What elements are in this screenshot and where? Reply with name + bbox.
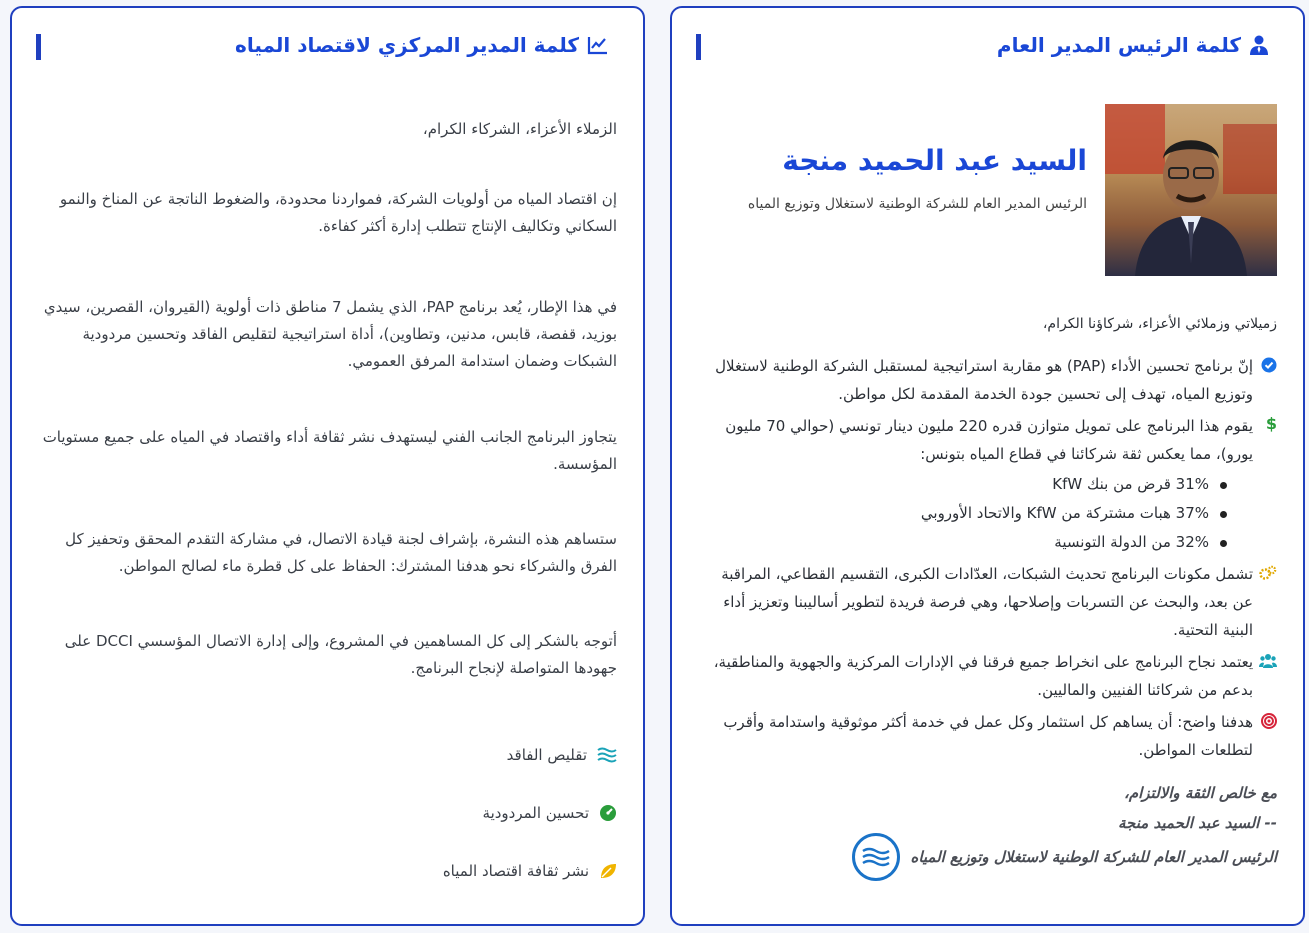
paragraph: أتوجه بالشكر إلى كل المساهمين في المشروع، وإلى إدارة الاتصال المؤسسي DCCI على جهودها المتواصلة لإنجاح البرنامج. bbox=[64, 632, 617, 677]
paragraph: إن اقتصاد المياه من أولويات الشركة، فمواردنا محدودة، والضغوط الناتجة عن المناخ والنمو السكاني وتكاليف الإنتاج تتطلب إدارة أكثر كفاءة. bbox=[59, 190, 617, 235]
profile-header bbox=[698, 104, 1277, 278]
card-title-text: كلمة الرئيس المدير العام bbox=[996, 33, 1241, 57]
feature-label: تقليص الفاقد bbox=[506, 746, 587, 764]
title-accent-bar bbox=[36, 34, 41, 60]
list-item bbox=[698, 708, 1277, 764]
signature-text: الرئيس المدير العام للشركة الوطنية لاستغلال وتوزيع المياه bbox=[910, 848, 1277, 866]
users-icon bbox=[1259, 653, 1277, 669]
card-title-text: كلمة المدير المركزي لاقتصاد المياه bbox=[235, 33, 579, 57]
point-text: هدفنا واضح: أن يساهم كل استثمار وكل عمل في خدمة أكثر موثوقية واستدامة وأقرب لتطلعات المواطن. bbox=[723, 713, 1253, 759]
portrait-illustration bbox=[1105, 104, 1277, 276]
funding-item: 32% من الدولة التونسية bbox=[698, 528, 1229, 556]
list-item bbox=[698, 648, 1277, 704]
feature-label: تحسين المردودية bbox=[482, 804, 589, 822]
paragraph: يتجاوز البرنامج الجانب الفني ليستهدف نشر ثقافة أداء واقتصاد في المياه على جميع مستويات المؤسسة. bbox=[42, 428, 617, 473]
point-text: يعتمد نجاح البرنامج على انخراط جميع فرقنا في الإدارات المركزية والجهوية والمناطقية، بدعم من شركائنا الفنيين والماليين. bbox=[713, 653, 1253, 699]
point-text: إنّ برنامج تحسين الأداء (PAP) هو مقاربة استراتيجية لمستقبل الشركة الوطنية لاستغلال وتوزيع المياه، تهدف إلى تحسين جودة الخدمة المقدمة لكل مواطن. bbox=[715, 357, 1253, 403]
feature-item bbox=[443, 862, 617, 880]
greeting: زميلاتي وزملائي الأعزاء، شركاؤنا الكرام، bbox=[1042, 316, 1277, 332]
list-item bbox=[698, 560, 1277, 644]
title-accent-bar bbox=[696, 34, 701, 60]
leaf-icon bbox=[599, 862, 617, 880]
closing-block bbox=[698, 778, 1277, 838]
card-header bbox=[672, 8, 1303, 90]
sonede-logo-icon bbox=[852, 833, 900, 881]
feature-label: نشر ثقافة اقتصاد المياه bbox=[442, 862, 589, 880]
gauge-icon bbox=[599, 804, 617, 822]
paragraph: ستساهم هذه النشرة، بإشراف لجنة قيادة الاتصال، في مشاركة التقدم المحقق وتحفيز كل الفرق والشركاء نحو هدفنا المشترك: الحفاظ على كل قطرة ماء لصالح المواطن. bbox=[65, 530, 617, 575]
funding-item: 31% قرض من بنك KfW bbox=[698, 470, 1229, 498]
gears-icon bbox=[1259, 565, 1277, 581]
card-title bbox=[235, 33, 609, 57]
ceo-message-card bbox=[670, 6, 1305, 926]
ceo-role: الرئيس المدير العام للشركة الوطنية لاستغلال وتوزيع المياه bbox=[747, 196, 1087, 212]
user-tie-icon bbox=[1249, 35, 1269, 55]
point-text: تشمل مكونات البرنامج تحديث الشبكات، العدّادات الكبرى، التقسيم القطاعي، المراقبة عن بعد، والبحث عن التسربات وإصلاحها، وهي فرصة فريدة لتطوير أساليبنا وتعزيز أداء البنية التحتية. bbox=[721, 565, 1253, 639]
ceo-portrait-photo bbox=[1105, 104, 1277, 276]
ceo-name: السيد عبد الحميد منجة bbox=[782, 144, 1087, 177]
water-waves-icon bbox=[597, 747, 617, 763]
signature-line bbox=[852, 833, 1277, 881]
funding-list bbox=[698, 470, 1253, 556]
card-title bbox=[997, 33, 1269, 57]
check-circle-icon bbox=[1261, 357, 1277, 373]
message-points bbox=[698, 352, 1277, 764]
list-item bbox=[698, 352, 1277, 408]
paragraph: الزملاء الأعزاء، الشركاء الكرام، bbox=[422, 120, 617, 138]
feature-item bbox=[483, 804, 617, 822]
card-header bbox=[12, 8, 643, 90]
closing-line: مع خالص الثقة والالتزام، bbox=[1123, 784, 1277, 802]
target-icon bbox=[1261, 713, 1277, 729]
funding-item: 37% هبات مشتركة من KfW والاتحاد الأوروبي bbox=[698, 499, 1229, 527]
water-economy-director-card bbox=[10, 6, 645, 926]
chart-line-icon bbox=[587, 35, 609, 55]
feature-item bbox=[507, 746, 617, 764]
point-text: يقوم هذا البرنامج على تمويل متوازن قدره 220 مليون دينار تونسي (حوالي 70 مليون يورو)، مما يعكس ثقة شركائنا في قطاع المياه بتونس: bbox=[725, 417, 1253, 463]
paragraph: في هذا الإطار، يُعد برنامج PAP، الذي يشمل 7 مناطق ذات أولوية (القيروان، القصرين، سيدي بوزيد، قفصة، قابس، مدنين، وتطاوين)، أداة استراتيجية لتقليص الفاقد وتحسين مردودية الشبكات وضمان استدامة المرفق العمومي. bbox=[43, 298, 617, 370]
list-item bbox=[698, 412, 1277, 556]
message-body bbox=[698, 310, 1277, 768]
dollar-icon: $ bbox=[1265, 414, 1277, 433]
closing-name: -- السيد عبد الحميد منجة bbox=[1118, 814, 1277, 832]
